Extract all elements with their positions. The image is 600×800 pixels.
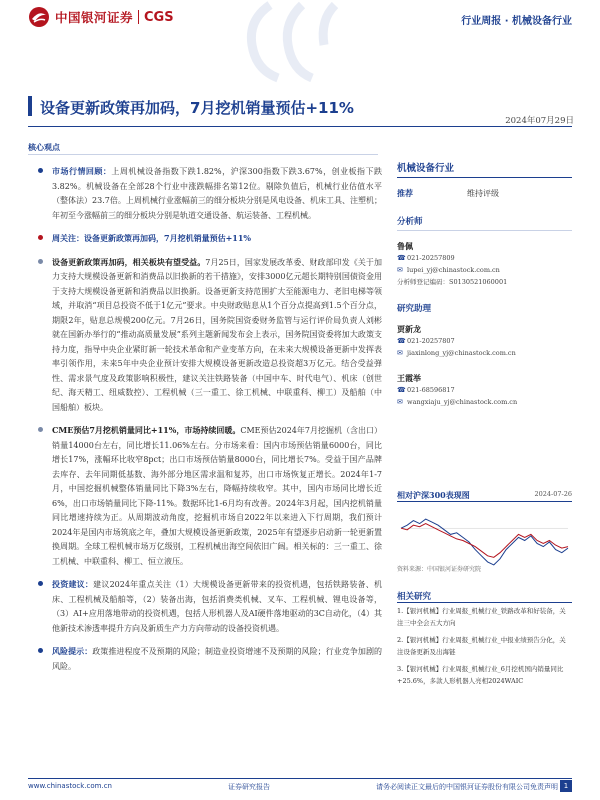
risk-lead: 风险提示： bbox=[52, 646, 93, 656]
related-heading: 相关研究 bbox=[397, 592, 432, 602]
analyst-phone: 021-20257809 bbox=[407, 254, 455, 262]
assistant-1-email-row bbox=[397, 347, 572, 359]
risk-paragraph bbox=[52, 644, 382, 674]
footer-disclaimer: 请务必阅读正文最后的中国银河证券股份有限公司免责声明 bbox=[376, 783, 558, 791]
assistant-1-phone: 021-20257807 bbox=[407, 337, 455, 345]
bullet-icon bbox=[38, 648, 43, 653]
chart-title: 相对沪深300表现图 bbox=[397, 490, 470, 500]
page-number: 1 bbox=[560, 780, 572, 792]
market-review-lead: 市场行情回顾： bbox=[52, 166, 112, 176]
industry-divider bbox=[397, 177, 572, 178]
rating-row bbox=[397, 188, 572, 199]
weekly-focus-lead: 周关注：设备更新政策再加码，7月挖机销量预估+11% bbox=[52, 233, 252, 243]
chart-source: 资料来源：中国银河证券研究院 bbox=[397, 566, 482, 573]
spacer bbox=[397, 359, 572, 373]
bullet-icon bbox=[38, 235, 43, 240]
email-icon: ✉ bbox=[397, 398, 403, 406]
chart-series-line-0 bbox=[401, 519, 568, 565]
report-date: 2024年07月29日 bbox=[505, 116, 574, 126]
report-type: 行业周报 · 机械设备行业 bbox=[461, 16, 572, 27]
related-divider bbox=[397, 602, 572, 603]
investment-text: 建议2024年重点关注（1）大规模设备更新带来的投资机遇，包括铁路装备、机床、工程机械及船舶等，（2）装备出海，包括消费类机械、叉车、工程机械、锂电设备等，（3）AI+应用落地带动的投资机遇，包括人形机器人及AI硬件落地驱动的3C自动化，（4）其他新技术渗透率提升方向及新质生产力方向带动的设备投资机遇。 bbox=[52, 580, 382, 633]
brand-name-cn: 中国银河证券 bbox=[55, 10, 134, 25]
core-view-divider bbox=[28, 154, 378, 155]
footer-website[interactable]: www.chinastock.com.cn bbox=[28, 782, 112, 790]
assistant-1-phone-row bbox=[397, 335, 572, 347]
phone-icon: ☎ bbox=[397, 337, 406, 345]
rating-label: 推荐 bbox=[397, 188, 413, 198]
assistant-2-email-row bbox=[397, 396, 572, 408]
investment-lead: 投资建议： bbox=[52, 579, 94, 589]
bullet-icon bbox=[38, 427, 43, 432]
analyst-email[interactable]: lupei_yj@chinastock.com.cn bbox=[407, 266, 500, 274]
market-review-paragraph bbox=[52, 164, 382, 223]
brand-logo bbox=[28, 6, 174, 28]
email-icon: ✉ bbox=[397, 266, 403, 274]
investment-paragraph bbox=[52, 577, 382, 636]
analyst-cert-row bbox=[397, 276, 572, 288]
footer-label: 证券研究报告 bbox=[228, 783, 270, 791]
assistant-1-name: 贾新龙 bbox=[397, 324, 421, 334]
main-body bbox=[52, 164, 382, 682]
title-accent-bar bbox=[28, 96, 32, 116]
policy-paragraph bbox=[52, 255, 382, 416]
assistant-1-email[interactable]: jiaxinlong_yj@chinastock.com.cn bbox=[407, 349, 516, 357]
brand-logo-icon bbox=[28, 6, 50, 28]
chart-series-line-1 bbox=[401, 524, 568, 558]
phone-icon: ☎ bbox=[397, 254, 406, 262]
assistant-2-email[interactable]: wangxiaju_yj@chinastock.com.cn bbox=[407, 398, 518, 406]
sidebar bbox=[397, 160, 572, 408]
assistant-2-name: 王霞举 bbox=[397, 373, 421, 383]
weekly-focus-paragraph bbox=[52, 231, 382, 247]
brand-divider bbox=[138, 10, 139, 24]
risk-text: 政策推进程度不及预期的风险；制造业投资增速不及预期的风险；行业竞争加剧的风险。 bbox=[52, 647, 382, 671]
analyst-divider bbox=[397, 230, 572, 231]
related-list bbox=[397, 606, 572, 693]
analyst-heading: 分析师 bbox=[397, 217, 423, 227]
report-title: 设备更新政策再加码，7月挖机销量预估+11% bbox=[40, 99, 354, 117]
rating-value: 维持评级 bbox=[467, 189, 499, 198]
core-view-label: 核心观点 bbox=[28, 142, 60, 152]
market-review-text: 上周机械设备指数下跌1.82%，沪深300指数下跌3.67%，创业板指下跌3.82%。机械设备在全部28个行业中涨跌幅排名第12位。剔除负值后，机械行业估值水平（整体法）23.7倍。上周机械行业涨幅前三的细分板块分别是风电设备、机床工具、注塑机；年初至今涨幅前三的细分板块分别是轨道交通设备、航运装备、工程机械。 bbox=[52, 167, 382, 220]
bullet-icon bbox=[38, 168, 43, 173]
email-icon: ✉ bbox=[397, 349, 403, 357]
excavator-text: CME预估2024年7月挖掘机（含出口）销量14000台左右，同比增长11.06%左右。分市场来看：国内市场预估销量6000台，同比增长17%，涨幅环比收窄8pct；出口市场预估销量8000台，同比增长7%。受益于国产品牌去库存、去年同期低基数、海外部分地区需求温和复苏，出口市场恢复正增长。2024年1-7月，中国挖掘机械整体销量同比下降3%左右，降幅持续收窄。其中，国内市场同比增长近6%，出口市场销量同比下降-11%。数据环比1-6月均有改善。2024年3月起，国内挖机销量同比增速持续为正。从周期波动角度，挖掘机市场自2022年以来进入下行周期，我们预计2024年是国内市场筑底之年，叠加大规模设备更新政策，2025年有望逐步启动新一轮更新置换周期。全球工程机械市场万亿级别，工程机械出海空间依旧广阔。相关标的：三一重工、徐工机械、中联重科、柳工、恒立液压。 bbox=[52, 426, 382, 566]
related-item[interactable]: 3.【银河机械】行业周报_机械行业_6月挖机国内销量同比+25.6%，多款人形机器人亮相2024WAIC bbox=[397, 665, 564, 685]
related-item[interactable]: 1.【银河机械】行业周报_机械行业_铁路改革和好装备，关注三中全会五大方向 bbox=[397, 607, 566, 627]
assistant-2-phone-row bbox=[397, 384, 572, 396]
bullet-icon bbox=[38, 581, 43, 586]
spacer bbox=[397, 288, 572, 302]
footer-divider bbox=[28, 778, 572, 779]
analyst-name: 鲁佩 bbox=[397, 241, 413, 251]
analyst-cert: 分析师登记编码：S0130521060001 bbox=[397, 278, 508, 286]
chart-date: 2024-07-26 bbox=[534, 490, 572, 498]
analyst-phone-row bbox=[397, 252, 572, 264]
bullet-icon bbox=[38, 259, 43, 264]
related-item[interactable]: 2.【银河机械】行业周报_机械行业_中报业绩预告分化，关注设备更新及出海链 bbox=[397, 636, 566, 656]
assistant-heading: 研究助理 bbox=[397, 304, 432, 314]
policy-lead: 设备更新政策再加码，相关板块有望受益。 bbox=[52, 256, 206, 267]
title-divider bbox=[28, 126, 572, 127]
excavator-lead: CME预估7月挖机销量同比+11%，市场持续回暖。 bbox=[52, 425, 241, 435]
analyst-email-row bbox=[397, 264, 572, 276]
industry-heading: 机械设备行业 bbox=[397, 163, 455, 174]
excavator-paragraph bbox=[52, 423, 382, 569]
brand-name-en: CGS bbox=[144, 9, 174, 25]
policy-text: 7月25日，国家发展改革委、财政部印发《关于加力支持大规模设备更新和消费品以旧换新的若干措施》，安排3000亿元超长期特别国债资金用于支持大规模设备更新和消费品以旧换新。设备更新支持范围扩大至能源电力、老旧电梯等领域，并取消“项目总投资不低于1亿元”要求。中央财政贴息从1个百分点提高到1.5个百分点，期限2年，贴息总规模200亿元。7月26日，国务院国资委财务监管与运行评价局负责人刘彬就在国新办举行的“推动高质量发展”系列主题新闻发布会上表示，国务院国资委将加大政策支持力度，指导中央企业紧盯新一轮技术革命和产业变革方向，在未来大规模设备更新中发挥表率引领作用，未来5年中央企业预计安排大规模设备更新改造总投资超3万亿元。结合受益弹性、需求景气度及政策影响积极性，建议关注铁路装备（中国中车、时代电气）、机床（创世纪、海天精工、纽威数控）、工程机械（三一重工、徐工机械、中联重科、柳工）及船舶（中国船舶）板块。 bbox=[52, 257, 382, 412]
chart-divider bbox=[397, 501, 572, 502]
assistant-2-phone: 021-68596817 bbox=[407, 386, 455, 394]
phone-icon: ☎ bbox=[397, 386, 406, 394]
cgs-watermark-icon bbox=[240, 0, 340, 85]
